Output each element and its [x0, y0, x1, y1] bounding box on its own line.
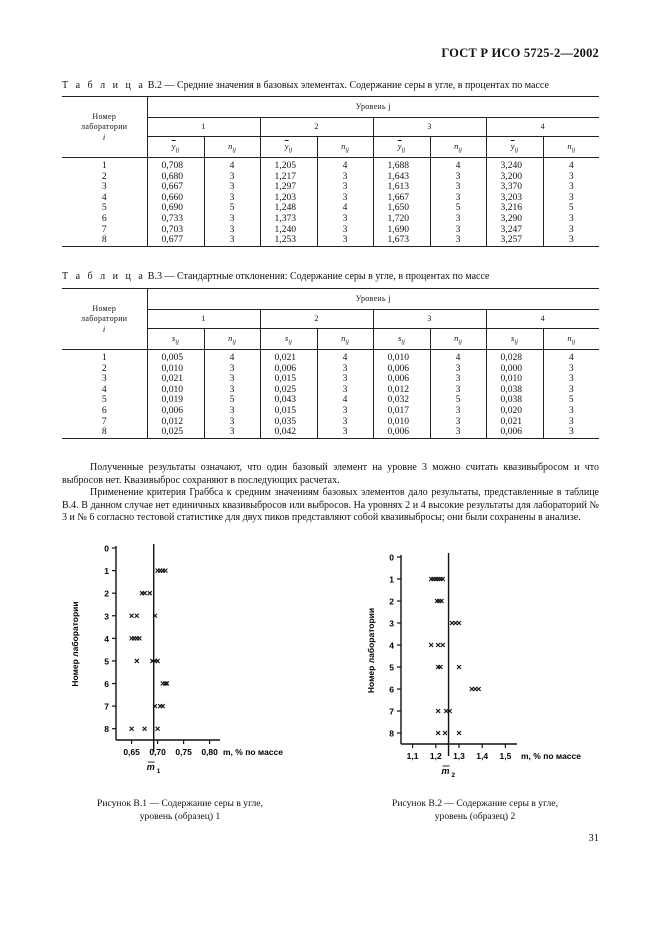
col-s: $s_{ij}$: [147, 329, 204, 350]
data-point: [137, 636, 141, 640]
value-cell: 0,733: [147, 214, 204, 225]
count-cell: 3: [543, 225, 599, 236]
col-s: $s_{ij}$: [260, 329, 317, 350]
value-cell: 0,035: [260, 417, 317, 428]
count-cell: 3: [317, 427, 373, 438]
value-cell: 0,010: [147, 385, 204, 396]
caption-id: В.2: [147, 80, 162, 91]
count-cell: 3: [204, 374, 260, 385]
data-point: [130, 727, 134, 731]
value-cell: 1,643: [373, 172, 430, 183]
count-cell: 3: [543, 172, 599, 183]
figure-b2-caption: Рисунок В.2 — Содержание серы в угле, уровень (образец) 2: [392, 798, 558, 822]
y-tick-label: 6: [389, 684, 394, 695]
table-b3: [62, 288, 599, 439]
count-cell: 3: [204, 235, 260, 246]
mean-label-sub: 1: [156, 768, 161, 775]
value-cell: 0,667: [147, 182, 204, 193]
value-cell: 1,720: [373, 214, 430, 225]
level-header: Уровень j: [147, 97, 599, 118]
mean-label-sub: 2: [451, 772, 456, 779]
value-cell: 1,253: [260, 235, 317, 246]
value-cell: 0,038: [486, 385, 543, 396]
value-cell: 1,297: [260, 182, 317, 193]
count-cell: 3: [317, 417, 373, 428]
value-cell: 3,370: [486, 182, 543, 193]
count-cell: 4: [543, 158, 599, 172]
data-point: [130, 614, 134, 618]
data-point: [477, 687, 481, 691]
count-cell: 3: [204, 417, 260, 428]
value-cell: 0,006: [373, 427, 430, 438]
count-cell: 3: [430, 374, 486, 385]
table-row: [62, 214, 599, 225]
data-point: [441, 643, 445, 647]
value-cell: 0,690: [147, 203, 204, 214]
x-tick-label: 1,4: [476, 751, 489, 761]
col-s: $s_{ij}$: [486, 329, 543, 350]
paragraph: Применение критерия Граббса к средним значениям базовых элементов дало результаты, представленные в таблице В.4. В данном случае нет единичных квазивыбросов или выбросов. На уровнях 2 и 4 высокие результаты для лабораторий № 3 и № 6 согласно тестовой статистике для двух пиков представляют собой квазивыбросы; они были сохранены в анализе.: [62, 487, 599, 524]
data-point: [143, 591, 147, 595]
value-cell: 0,010: [486, 374, 543, 385]
count-cell: 3: [317, 364, 373, 375]
value-cell: 0,042: [260, 427, 317, 438]
lab-number-cell: 7: [101, 415, 107, 427]
value-cell: 0,015: [260, 374, 317, 385]
value-cell: 0,677: [147, 235, 204, 246]
lab-number-cell: 3: [101, 373, 107, 385]
data-point: [148, 591, 152, 595]
col-n: $n_{ij}$: [317, 137, 373, 158]
count-cell: 3: [543, 214, 599, 225]
data-point: [156, 727, 160, 731]
count-cell: 3: [317, 214, 373, 225]
figure-b1-chart: [60, 540, 330, 790]
count-cell: 5: [430, 203, 486, 214]
lab-number-cell: 4: [101, 191, 107, 203]
value-cell: 0,708: [147, 158, 204, 172]
value-cell: 0,010: [147, 364, 204, 375]
count-cell: 3: [543, 427, 599, 438]
col-y: $\overline{y}_{ij}$: [486, 137, 543, 158]
y-tick-label: 1: [104, 566, 109, 577]
count-cell: 5: [543, 203, 599, 214]
col-y: $\overline{y}_{ij}$: [260, 137, 317, 158]
count-cell: 3: [543, 417, 599, 428]
data-point: [135, 614, 139, 618]
lab-header: Номер лаборатории i: [62, 97, 147, 158]
data-point: [441, 577, 445, 581]
count-cell: 4: [317, 395, 373, 406]
data-point: [436, 643, 440, 647]
lab-number-cell: 8: [62, 427, 147, 438]
y-tick-label: 2: [104, 588, 109, 599]
count-cell: 3: [204, 225, 260, 236]
value-cell: 0,021: [486, 417, 543, 428]
count-cell: 4: [430, 158, 486, 172]
table-row: [62, 350, 599, 364]
col-n: $n_{ij}$: [543, 329, 599, 350]
x-axis-label: m, % по массе: [223, 747, 283, 757]
count-cell: 3: [204, 385, 260, 396]
table-row: [62, 427, 599, 438]
value-cell: 0,021: [260, 350, 317, 364]
data-point: [443, 731, 447, 735]
col-y: $\overline{y}_{ij}$: [147, 137, 204, 158]
data-point: [156, 659, 160, 663]
value-cell: 3,247: [486, 225, 543, 236]
value-cell: 3,257: [486, 235, 543, 246]
data-point: [436, 731, 440, 735]
y-tick-label: 4: [389, 640, 394, 651]
count-cell: 4: [317, 350, 373, 364]
value-cell: 0,020: [486, 406, 543, 417]
level-header: Уровень j: [147, 289, 599, 310]
page-number: 31: [588, 833, 599, 844]
y-axis-label: Номер лаборатории: [366, 607, 376, 694]
count-cell: 4: [317, 203, 373, 214]
value-cell: 1,248: [260, 203, 317, 214]
count-cell: 3: [204, 427, 260, 438]
count-cell: 3: [543, 193, 599, 204]
count-cell: 3: [543, 182, 599, 193]
x-tick-label: 0,65: [123, 747, 140, 757]
value-cell: 0,000: [486, 364, 543, 375]
value-cell: 0,012: [147, 417, 204, 428]
lab-number-cell: 5: [101, 394, 107, 406]
count-cell: 3: [317, 406, 373, 417]
col-n: $n_{ij}$: [317, 329, 373, 350]
caption-text: — Средние значения в базовых элементах. Содержание серы в угле, в процентах по массе: [164, 80, 549, 91]
value-cell: 0,006: [373, 374, 430, 385]
x-tick-label: 1,1: [406, 751, 419, 761]
value-cell: 1,613: [373, 182, 430, 193]
col-s: $s_{ij}$: [373, 329, 430, 350]
lab-number-cell: 3: [101, 181, 107, 193]
value-cell: 3,200: [486, 172, 543, 183]
count-cell: 3: [430, 385, 486, 396]
data-point: [135, 659, 139, 663]
value-cell: 1,240: [260, 225, 317, 236]
value-cell: 0,006: [147, 406, 204, 417]
col-n: $n_{ij}$: [430, 137, 486, 158]
x-tick-label: 0,80: [201, 747, 218, 757]
value-cell: 0,660: [147, 193, 204, 204]
level-1: 1: [147, 310, 260, 329]
y-tick-label: 7: [389, 706, 394, 717]
count-cell: 3: [317, 385, 373, 396]
col-n: $n_{ij}$: [543, 137, 599, 158]
value-cell: 1,667: [373, 193, 430, 204]
count-cell: 3: [430, 225, 486, 236]
figure-b1-caption: Рисунок В.1 — Содержание серы в угле, уровень (образец) 1: [97, 798, 263, 822]
level-1: 1: [147, 118, 260, 137]
count-cell: 5: [430, 395, 486, 406]
figure-b2: [355, 548, 625, 793]
count-cell: 3: [430, 214, 486, 225]
x-axis-label: m, % по массе: [521, 751, 581, 761]
lab-number-cell: 2: [101, 362, 107, 374]
value-cell: 0,025: [147, 427, 204, 438]
data-point: [143, 727, 147, 731]
y-tick-label: 3: [389, 618, 394, 629]
count-cell: 3: [430, 417, 486, 428]
y-tick-label: 1: [389, 574, 394, 585]
data-point: [163, 569, 167, 573]
figure-b2-chart: [355, 548, 625, 793]
value-cell: 1,373: [260, 214, 317, 225]
count-cell: 3: [430, 235, 486, 246]
value-cell: 0,028: [486, 350, 543, 364]
x-tick-label: 0,75: [175, 747, 192, 757]
value-cell: 0,025: [260, 385, 317, 396]
count-cell: 4: [204, 158, 260, 172]
lab-number-cell: 6: [101, 404, 107, 416]
value-cell: 0,006: [373, 364, 430, 375]
table-row: [62, 235, 599, 246]
y-tick-label: 7: [104, 701, 109, 712]
count-cell: 3: [430, 193, 486, 204]
col-n: $n_{ij}$: [204, 329, 260, 350]
y-tick-label: 2: [389, 596, 394, 607]
value-cell: 3,290: [486, 214, 543, 225]
y-tick-label: 4: [104, 633, 109, 644]
y-axis-label: Номер лаборатории: [70, 601, 80, 687]
data-point: [440, 599, 444, 603]
value-cell: 0,038: [486, 395, 543, 406]
lab-number-cell: 7: [101, 223, 107, 235]
figure-b1: [60, 540, 330, 790]
table-b2: [62, 96, 599, 247]
level-3: 3: [373, 310, 486, 329]
x-tick-label: 0,70: [149, 747, 166, 757]
value-cell: 3,216: [486, 203, 543, 214]
paragraph: Полученные результаты означают, что один базовый элемент на уровне 3 можно считать квазивыбросом и что выбросов нет. Квазивыброс сохраняют в последующих расчетах.: [62, 462, 599, 486]
lab-number-cell: 2: [101, 170, 107, 182]
value-cell: 0,017: [373, 406, 430, 417]
value-cell: 0,010: [373, 417, 430, 428]
mean-label: m: [441, 766, 450, 776]
data-point: [457, 621, 461, 625]
value-cell: 1,205: [260, 158, 317, 172]
count-cell: 5: [204, 203, 260, 214]
y-tick-label: 0: [389, 552, 394, 563]
y-tick-label: 3: [104, 611, 109, 622]
value-cell: 0,703: [147, 225, 204, 236]
count-cell: 3: [430, 364, 486, 375]
value-cell: 0,006: [486, 427, 543, 438]
value-cell: 0,006: [260, 364, 317, 375]
count-cell: 3: [430, 406, 486, 417]
data-point: [161, 704, 165, 708]
count-cell: 3: [543, 374, 599, 385]
value-cell: 1,690: [373, 225, 430, 236]
value-cell: 3,203: [486, 193, 543, 204]
value-cell: 0,010: [373, 350, 430, 364]
value-cell: 0,015: [260, 406, 317, 417]
count-cell: 3: [204, 406, 260, 417]
table-row: [62, 406, 599, 417]
value-cell: 1,217: [260, 172, 317, 183]
data-point: [429, 643, 433, 647]
data-point: [436, 709, 440, 713]
y-tick-label: 0: [104, 543, 109, 554]
count-cell: 3: [543, 385, 599, 396]
lab-header: Номер лаборатории i: [62, 289, 147, 350]
value-cell: 0,680: [147, 172, 204, 183]
count-cell: 3: [317, 374, 373, 385]
lab-number-cell: 8: [62, 235, 147, 246]
x-tick-label: 1,5: [499, 751, 512, 761]
count-cell: 3: [317, 172, 373, 183]
count-cell: 3: [204, 172, 260, 183]
value-cell: 0,021: [147, 374, 204, 385]
count-cell: 4: [543, 350, 599, 364]
standard-header: ГОСТ Р ИСО 5725-2—2002: [441, 46, 599, 60]
count-cell: 3: [430, 172, 486, 183]
value-cell: 1,673: [373, 235, 430, 246]
count-cell: 4: [204, 350, 260, 364]
y-tick-label: 5: [104, 656, 109, 667]
value-cell: 0,005: [147, 350, 204, 364]
data-point: [457, 665, 461, 669]
y-tick-label: 8: [389, 728, 394, 739]
count-cell: 3: [317, 193, 373, 204]
caption-prefix: Т а б л и ц а: [62, 271, 146, 282]
level-2: 2: [260, 118, 373, 137]
data-point: [457, 731, 461, 735]
lab-number-cell: 1: [101, 160, 107, 171]
count-cell: 3: [204, 193, 260, 204]
count-cell: 3: [543, 364, 599, 375]
x-tick-label: 1,2: [429, 751, 442, 761]
value-cell: 0,032: [373, 395, 430, 406]
count-cell: 3: [543, 406, 599, 417]
count-cell: 5: [204, 395, 260, 406]
level-3: 3: [373, 118, 486, 137]
mean-label: m: [146, 762, 155, 772]
count-cell: 5: [543, 395, 599, 406]
count-cell: 3: [204, 364, 260, 375]
table-row: [62, 158, 599, 172]
data-point: [438, 665, 442, 669]
lab-number-cell: 5: [101, 202, 107, 214]
count-cell: 3: [204, 182, 260, 193]
caption-text: — Стандартные отклонения: Содержание серы в угле, в процентах по массе: [164, 271, 490, 282]
level-4: 4: [486, 310, 599, 329]
lab-number-cell: 4: [101, 383, 107, 395]
table-b3-caption: [62, 271, 490, 282]
count-cell: 3: [317, 235, 373, 246]
value-cell: 3,240: [486, 158, 543, 172]
count-cell: 3: [317, 182, 373, 193]
col-y: $\overline{y}_{ij}$: [373, 137, 430, 158]
col-n: $n_{ij}$: [204, 137, 260, 158]
body-text: [62, 462, 599, 525]
count-cell: 3: [430, 182, 486, 193]
table-b2-caption: [62, 80, 549, 91]
x-tick-label: 1,3: [453, 751, 465, 761]
caption-prefix: Т а б л и ц а: [62, 80, 146, 91]
lab-number-cell: 1: [101, 352, 107, 363]
level-4: 4: [486, 118, 599, 137]
y-tick-label: 5: [389, 662, 394, 673]
count-cell: 4: [430, 350, 486, 364]
value-cell: 1,203: [260, 193, 317, 204]
count-cell: 3: [204, 214, 260, 225]
count-cell: 3: [543, 235, 599, 246]
value-cell: 1,688: [373, 158, 430, 172]
caption-id: В.3: [147, 271, 162, 282]
value-cell: 1,650: [373, 203, 430, 214]
level-2: 2: [260, 310, 373, 329]
y-tick-label: 6: [104, 679, 109, 690]
count-cell: 3: [317, 225, 373, 236]
col-n: $n_{ij}$: [430, 329, 486, 350]
count-cell: 3: [430, 427, 486, 438]
value-cell: 0,012: [373, 385, 430, 396]
lab-number-cell: 6: [101, 212, 107, 224]
value-cell: 0,043: [260, 395, 317, 406]
y-tick-label: 8: [104, 724, 109, 735]
value-cell: 0,019: [147, 395, 204, 406]
count-cell: 4: [317, 158, 373, 172]
